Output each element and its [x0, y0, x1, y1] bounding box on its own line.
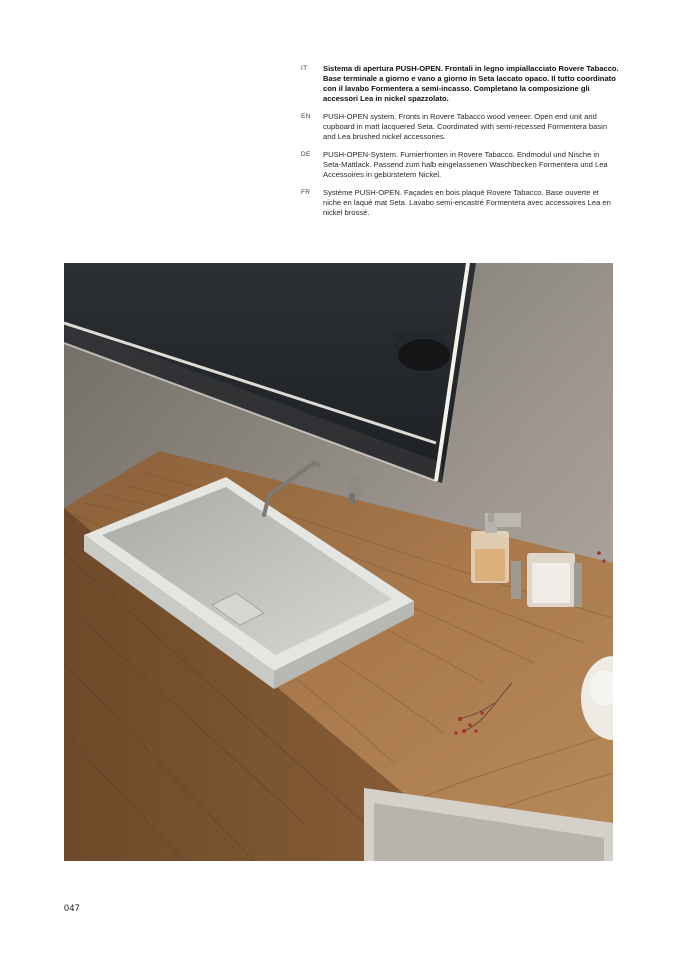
product-description: [301, 64, 619, 226]
language-code: FR: [301, 189, 311, 196]
description-it: [301, 64, 619, 104]
description-de: [301, 150, 619, 180]
description-text: PUSH-OPEN-System. Furnierfronten in Rovere Tabacco. Endmodul und Nische in Seta-Mattlack. Passend zum halb eingelassenen Waschbecken Formentera und Lea Accessoires in gebürstetem Nickel.: [323, 150, 608, 179]
language-code: IT: [301, 65, 308, 72]
page-number: 047: [64, 903, 81, 913]
description-en: [301, 112, 619, 142]
bathroom-product-photo: [64, 263, 613, 861]
language-code: EN: [301, 113, 311, 120]
description-fr: [301, 188, 619, 218]
language-code: DE: [301, 151, 311, 158]
description-text: Sistema di apertura PUSH-OPEN. Frontali in legno impiallacciato Rovere Tabacco. Base terminale a giorno e vano a giorno in Seta laccato opaco. Il tutto coordinato con il lavabo Formentera a semi-incasso. Completano la composizione gli accessori Lea in nickel spazzolato.: [323, 64, 619, 103]
description-text: PUSH-OPEN system. Fronts in Rovere Tabacco wood veneer. Open end unit and cupboard in matt lacquered Seta. Coordinated with semi-recessed Formentera basin and Lea brushed nickel accessories.: [323, 112, 608, 141]
description-text: Système PUSH-OPEN. Façades en bois plaqué Rovere Tabacco. Base ouverte et niche en laqué mat Seta. Lavabo semi-encastré Formentera avec accessoires Lea en nickel brossé.: [323, 188, 611, 217]
